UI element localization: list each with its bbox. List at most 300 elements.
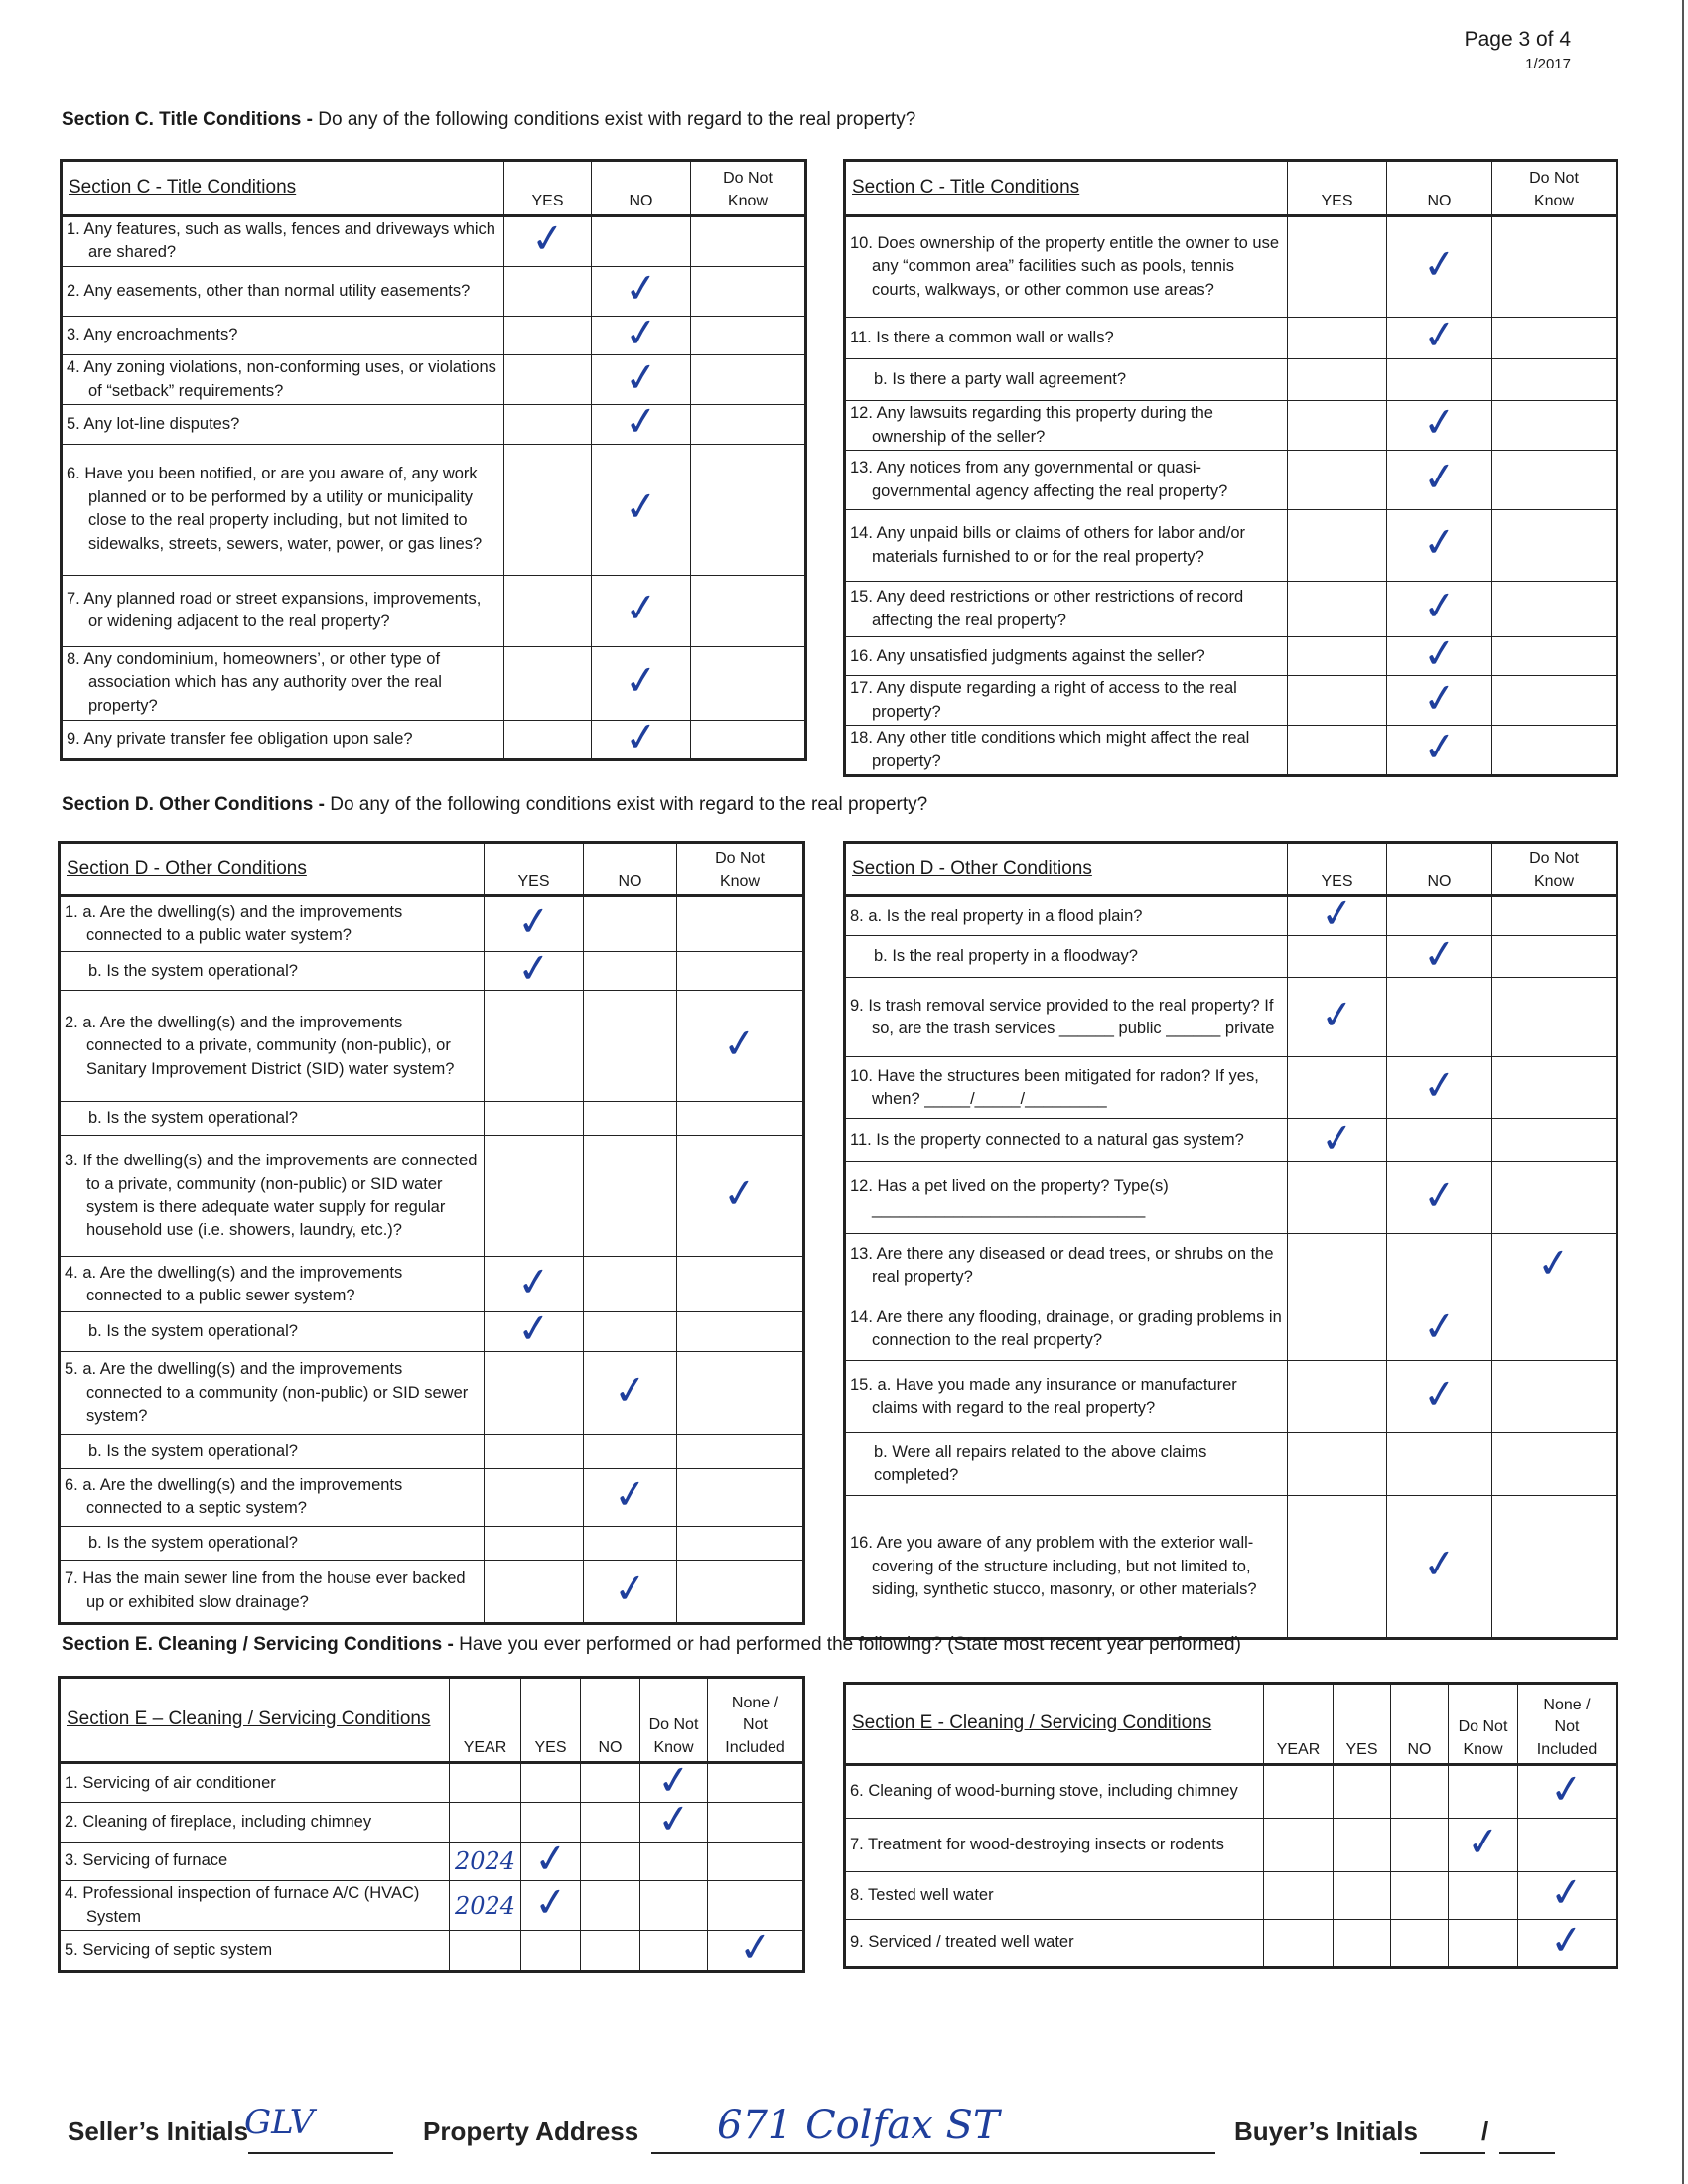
answer-cell-no[interactable]	[592, 352, 691, 405]
question-cell	[60, 1931, 450, 1971]
answer-cell-none[interactable]	[708, 1842, 804, 1880]
answer-cell-none[interactable]	[708, 1881, 804, 1931]
answer-cell-yes[interactable]	[1288, 1162, 1387, 1234]
section-e-heading-bold: Section E. Cleaning / Servicing Conditions -	[62, 1634, 454, 1655]
answer-cell-year[interactable]	[450, 1803, 521, 1842]
check-mark-icon: ✓	[1464, 1818, 1502, 1867]
answer-cell-dnk[interactable]	[677, 1257, 804, 1312]
table-row	[60, 1434, 804, 1468]
answer-cell-no[interactable]	[581, 1803, 640, 1842]
answer-cell-yes[interactable]	[1288, 637, 1387, 676]
answer-cell-none[interactable]	[1518, 1868, 1618, 1920]
question-cell	[845, 1297, 1288, 1361]
table-row	[845, 726, 1618, 776]
answer-cell-dnk[interactable]	[1492, 1496, 1618, 1639]
answer-cell-no[interactable]	[592, 713, 691, 762]
answer-cell-yes[interactable]	[1334, 1920, 1391, 1968]
answer-cell-no[interactable]	[584, 1351, 677, 1434]
answer-cell-dnk[interactable]	[677, 1136, 804, 1257]
answer-cell-dnk[interactable]	[1492, 216, 1618, 318]
check-mark-icon: ✓	[1547, 1765, 1587, 1815]
question-cell	[60, 952, 485, 991]
question-text: 4. Professional inspection of furnace A/C (HVAC) System	[65, 1884, 420, 1926]
question-cell	[60, 1881, 450, 1931]
section-d-left-table	[58, 841, 805, 1625]
question-cell	[845, 1119, 1288, 1162]
question-text: 6. a. Are the dwelling(s) and the improvements connected to a septic system?	[65, 1475, 403, 1518]
answer-cell-year[interactable]	[1264, 1765, 1334, 1819]
section-e-right-table	[843, 1682, 1618, 1969]
section-d-heading	[62, 794, 927, 816]
answer-cell-yes[interactable]	[1288, 1057, 1387, 1119]
question-cell	[60, 1434, 485, 1468]
answer-cell-no[interactable]	[581, 1842, 640, 1880]
answer-cell-yes[interactable]	[485, 1434, 584, 1468]
table-row	[62, 405, 806, 444]
answer-cell-no[interactable]	[1387, 1297, 1492, 1361]
check-mark-icon: ✓	[531, 1878, 570, 1929]
table-row	[845, 582, 1618, 637]
answer-cell-year[interactable]	[450, 1881, 521, 1931]
answer-cell-no[interactable]	[1387, 1162, 1492, 1234]
answer-cell-dnk[interactable]	[1492, 1234, 1618, 1297]
answer-cell-yes[interactable]	[1288, 359, 1387, 401]
answer-cell-no[interactable]	[1391, 1872, 1449, 1920]
table-row	[845, 1496, 1618, 1639]
answer-cell-yes[interactable]	[521, 1878, 581, 1931]
question-cell	[60, 896, 485, 952]
answer-cell-yes[interactable]	[1288, 582, 1387, 637]
answer-cell-no[interactable]	[592, 266, 691, 316]
answer-cell-no[interactable]	[584, 1434, 677, 1468]
answer-cell-yes[interactable]	[485, 1351, 584, 1434]
question-cell	[62, 266, 504, 316]
check-mark-icon: ✓	[1420, 518, 1459, 568]
question-text: 1. Servicing of air conditioner	[65, 1773, 276, 1792]
check-mark-icon: ✓	[622, 656, 660, 706]
form-date: 1/2017	[1525, 56, 1571, 72]
check-mark-icon: ✓	[514, 944, 553, 994]
answer-cell-dnk[interactable]	[677, 991, 804, 1102]
answer-cell-yes[interactable]	[1288, 676, 1387, 726]
question-text: b. Were all repairs related to the above claims completed?	[874, 1442, 1207, 1484]
answer-cell-dnk[interactable]	[1492, 978, 1618, 1057]
answer-cell-yes[interactable]	[504, 575, 592, 646]
check-mark-icon: ✓	[1420, 629, 1459, 679]
question-cell	[845, 216, 1288, 318]
answer-cell-dnk[interactable]	[1492, 582, 1618, 637]
check-mark-icon: ✓	[1420, 1540, 1459, 1589]
check-mark-icon: ✓	[1420, 311, 1459, 360]
answer-cell-yes[interactable]	[504, 216, 592, 267]
answer-cell-dnk[interactable]	[1449, 1872, 1518, 1920]
question-text: 3. Any encroachments?	[67, 326, 238, 344]
answer-cell-no[interactable]	[1387, 1119, 1492, 1162]
answer-cell-dnk[interactable]	[691, 355, 806, 405]
section-c-heading-rest: Do any of the following conditions exist with regard to the real property?	[312, 109, 916, 130]
answer-cell-yes[interactable]	[1288, 1433, 1387, 1496]
answer-cell-no[interactable]	[1391, 1920, 1449, 1968]
table-row	[845, 1297, 1618, 1361]
answer-cell-dnk[interactable]	[677, 1312, 804, 1351]
answer-cell-no[interactable]	[1387, 582, 1492, 637]
col-do-not-know: Do Not Know	[691, 161, 806, 216]
answer-cell-no[interactable]	[1387, 1057, 1492, 1119]
answer-cell-none[interactable]	[708, 1803, 804, 1842]
answer-cell-yes[interactable]	[1288, 216, 1387, 318]
table-row	[62, 355, 806, 405]
answer-cell-dnk[interactable]	[677, 1560, 804, 1623]
answer-cell-no[interactable]	[1387, 359, 1492, 401]
answer-cell-year[interactable]	[1264, 1872, 1334, 1920]
question-text: 7. Has the main sewer line from the house ever backed up or exhibited slow drainage?	[65, 1570, 466, 1611]
answer-cell-no[interactable]	[592, 444, 691, 575]
answer-cell-no[interactable]	[1387, 216, 1492, 318]
col-none-not-included: None / Not Included	[1518, 1684, 1618, 1765]
answer-cell-yes[interactable]	[1288, 936, 1387, 978]
answer-cell-yes[interactable]	[504, 646, 592, 720]
answer-cell-dnk[interactable]	[677, 1102, 804, 1136]
answer-cell-no[interactable]	[1387, 1234, 1492, 1297]
answer-cell-no[interactable]	[1387, 723, 1492, 776]
answer-cell-no[interactable]	[1387, 398, 1492, 451]
answer-cell-no[interactable]	[1387, 896, 1492, 936]
answer-cell-dnk[interactable]	[1492, 637, 1618, 676]
answer-cell-dnk[interactable]	[1492, 936, 1618, 978]
answer-cell-yes[interactable]	[504, 266, 592, 316]
answer-cell-dnk[interactable]	[691, 266, 806, 316]
check-mark-icon: ✓	[622, 352, 660, 403]
section-c-left-table	[60, 159, 807, 761]
answer-cell-dnk[interactable]	[1449, 1920, 1518, 1968]
answer-cell-yes[interactable]	[1334, 1872, 1391, 1920]
answer-cell-yes[interactable]	[485, 1304, 584, 1355]
answer-cell-no[interactable]	[1387, 311, 1492, 360]
answer-cell-yes[interactable]	[1288, 889, 1387, 939]
section-e-table-title-right: Section E - Cleaning / Servicing Conditions	[845, 1684, 1264, 1765]
question-cell	[62, 646, 504, 720]
answer-cell-dnk[interactable]	[1492, 1162, 1618, 1234]
answer-cell-dnk[interactable]	[677, 1434, 804, 1468]
answer-cell-dnk[interactable]	[1449, 1765, 1518, 1819]
answer-cell-yes[interactable]	[1288, 401, 1387, 451]
check-mark-icon: ✓	[622, 713, 660, 762]
answer-cell-no[interactable]	[584, 952, 677, 991]
question-text: 4. a. Are the dwelling(s) and the improvements connected to a public sewer system?	[65, 1263, 403, 1304]
answer-cell-yes[interactable]	[1288, 510, 1387, 582]
question-cell	[845, 676, 1288, 726]
table-row	[845, 1765, 1618, 1819]
col-no: NO	[584, 843, 677, 896]
table-row	[62, 216, 806, 267]
answer-cell-dnk[interactable]	[1492, 726, 1618, 776]
table-row	[60, 1468, 804, 1526]
question-text: 13. Are there any diseased or dead trees, or shrubs on the real property?	[850, 1244, 1274, 1286]
section-d-heading-rest: Do any of the following conditions exist with regard to the real property?	[324, 794, 928, 815]
answer-cell-dnk[interactable]	[1449, 1819, 1518, 1872]
table-row	[845, 1920, 1618, 1968]
table-row	[60, 1312, 804, 1351]
answer-cell-yes[interactable]	[1288, 451, 1387, 510]
answer-cell-dnk[interactable]	[691, 405, 806, 444]
answer-cell-no[interactable]	[592, 216, 691, 267]
question-text: 7. Treatment for wood-destroying insects or rodents	[850, 1835, 1224, 1853]
answer-cell-dnk[interactable]	[1492, 1297, 1618, 1361]
seller-initials-value[interactable]: GLV	[244, 2103, 315, 2142]
answer-cell-no[interactable]	[1387, 1496, 1492, 1639]
buyer-initials-line-2	[1499, 2152, 1555, 2154]
answer-cell-dnk[interactable]	[1492, 401, 1618, 451]
answer-cell-no[interactable]	[584, 1560, 677, 1623]
answer-cell-no[interactable]	[584, 1526, 677, 1560]
table-row	[60, 1257, 804, 1312]
answer-cell-dnk[interactable]	[1492, 1361, 1618, 1433]
answer-cell-dnk[interactable]	[1492, 359, 1618, 401]
table-row	[60, 1842, 804, 1880]
table-row	[60, 1526, 804, 1560]
answer-cell-no[interactable]	[1387, 930, 1492, 980]
answer-cell-yes[interactable]	[1288, 978, 1387, 1057]
col-year: YEAR	[450, 1678, 521, 1763]
answer-cell-year[interactable]	[1264, 1920, 1334, 1968]
answer-cell-dnk[interactable]	[691, 216, 806, 267]
col-do-not-know: Do Not Know	[1492, 161, 1618, 216]
answer-cell-dnk[interactable]	[691, 444, 806, 575]
check-mark-icon: ✓	[622, 264, 660, 314]
answer-cell-no[interactable]	[592, 397, 691, 447]
answer-cell-dnk[interactable]	[691, 316, 806, 354]
section-c-heading	[62, 109, 915, 131]
answer-cell-yes[interactable]	[1288, 1297, 1387, 1361]
answer-cell-yes[interactable]	[521, 1931, 581, 1971]
table-row	[845, 676, 1618, 726]
check-mark-icon: ✓	[720, 1169, 760, 1219]
answer-cell-dnk[interactable]	[677, 952, 804, 991]
answer-cell-no[interactable]	[584, 991, 677, 1102]
question-cell	[60, 1560, 485, 1623]
question-cell	[62, 355, 504, 405]
answer-cell-dnk[interactable]	[1492, 318, 1618, 359]
question-text: b. Is the system operational?	[88, 1441, 298, 1460]
form-footer	[0, 2103, 1688, 2162]
question-text: 6. Cleaning of wood-burning stove, including chimney	[850, 1782, 1238, 1801]
answer-cell-no[interactable]	[592, 575, 691, 646]
answer-cell-dnk[interactable]	[1492, 1057, 1618, 1119]
answer-cell-no[interactable]	[1387, 978, 1492, 1057]
section-e-left-table	[58, 1676, 805, 1973]
answer-cell-yes[interactable]	[1288, 1361, 1387, 1433]
year-value: 2024	[454, 1891, 516, 1920]
answer-cell-yes[interactable]	[485, 1526, 584, 1560]
answer-cell-dnk[interactable]	[1492, 1119, 1618, 1162]
table-row	[845, 978, 1618, 1057]
answer-cell-yes[interactable]	[504, 355, 592, 405]
section-c-right-table	[843, 159, 1618, 777]
answer-cell-dnk[interactable]	[677, 1526, 804, 1560]
question-cell	[845, 1872, 1264, 1920]
question-text: 9. Any private transfer fee obligation upon sale?	[67, 730, 413, 749]
answer-cell-no[interactable]	[584, 1468, 677, 1526]
check-mark-icon: ✓	[1420, 930, 1459, 980]
answer-cell-yes[interactable]	[1288, 1114, 1387, 1163]
question-text: 18. Any other title conditions which might affect the real property?	[850, 729, 1250, 770]
answer-cell-no[interactable]	[1391, 1819, 1449, 1872]
answer-cell-yes[interactable]	[485, 1468, 584, 1526]
answer-cell-dnk[interactable]	[640, 1881, 708, 1931]
answer-cell-none[interactable]	[1518, 1819, 1618, 1872]
question-text: 14. Any unpaid bills or claims of others for labor and/or materials furnished to or for the real property?	[850, 524, 1246, 566]
answer-cell-dnk[interactable]	[1492, 676, 1618, 726]
answer-cell-dnk[interactable]	[677, 1351, 804, 1434]
buyer-initials-separator: /	[1481, 2116, 1489, 2146]
answer-cell-no[interactable]	[584, 1257, 677, 1312]
answer-cell-dnk[interactable]	[640, 1795, 708, 1845]
question-cell	[845, 1920, 1264, 1968]
table-row	[60, 1881, 804, 1931]
answer-cell-dnk[interactable]	[1492, 510, 1618, 582]
property-address-label: Property Address	[423, 2116, 639, 2146]
check-mark-icon: ✓	[514, 897, 553, 947]
table-row	[845, 401, 1618, 451]
question-text: b. Is there a party wall agreement?	[874, 369, 1127, 388]
answer-cell-yes[interactable]	[1288, 726, 1387, 776]
answer-cell-no[interactable]	[592, 309, 691, 358]
answer-cell-no[interactable]	[1387, 629, 1492, 679]
answer-cell-no[interactable]	[592, 646, 691, 720]
answer-cell-yes[interactable]	[521, 1763, 581, 1803]
col-year: YEAR	[1264, 1684, 1334, 1765]
table-row	[60, 1136, 804, 1257]
check-mark-icon: ✓	[1318, 991, 1356, 1040]
question-cell	[60, 1468, 485, 1526]
answer-cell-none[interactable]	[1518, 1916, 1618, 1968]
check-mark-icon: ✓	[622, 397, 660, 447]
answer-cell-dnk[interactable]	[1492, 451, 1618, 510]
answer-cell-yes[interactable]	[521, 1835, 581, 1884]
answer-cell-no[interactable]	[584, 1312, 677, 1351]
answer-cell-yes[interactable]	[1334, 1819, 1391, 1872]
question-text: 3. Servicing of furnace	[65, 1851, 228, 1870]
check-mark-icon: ✓	[1420, 453, 1459, 502]
question-text: 13. Any notices from any governmental or quasi-governmental agency affecting the real property?	[850, 459, 1228, 500]
answer-cell-yes[interactable]	[1334, 1765, 1391, 1819]
answer-cell-yes[interactable]	[504, 444, 592, 575]
question-text: 16. Are you aware of any problem with the exterior wall-covering of the structure including, but not limited to, siding, synthetic stucco, masonry, or other materials?	[850, 1534, 1257, 1599]
question-text: 9. Is trash removal service provided to the real property? If so, are the trash services ______ public ______ private	[850, 996, 1275, 1037]
answer-cell-yes[interactable]	[504, 405, 592, 444]
col-no: NO	[581, 1678, 640, 1763]
answer-cell-year[interactable]	[450, 1763, 521, 1803]
answer-cell-yes[interactable]	[485, 944, 584, 994]
property-address-value[interactable]: 671 Colfax ST	[717, 2103, 1000, 2148]
check-mark-icon: ✓	[1318, 889, 1356, 939]
answer-cell-yes[interactable]	[485, 1560, 584, 1623]
question-cell	[845, 1361, 1288, 1433]
answer-cell-none[interactable]	[1518, 1765, 1618, 1819]
answer-cell-yes[interactable]	[1288, 318, 1387, 359]
question-text: 2. Cleaning of fireplace, including chimney	[65, 1812, 372, 1831]
answer-cell-dnk[interactable]	[640, 1842, 708, 1880]
section-e-table-title: Section E – Cleaning / Servicing Conditions	[60, 1678, 450, 1763]
page-number: Page 3 of 4	[1464, 28, 1571, 51]
answer-cell-no[interactable]	[584, 1102, 677, 1136]
section-d-table-title-right: Section D - Other Conditions	[845, 843, 1288, 896]
question-text: b. Is the system operational?	[88, 1533, 298, 1552]
answer-cell-no[interactable]	[581, 1931, 640, 1971]
table-row	[60, 1803, 804, 1842]
page-edge	[1682, 0, 1684, 2184]
section-e-heading	[62, 1634, 1241, 1656]
answer-cell-no[interactable]	[581, 1763, 640, 1803]
answer-cell-dnk[interactable]	[640, 1931, 708, 1971]
answer-cell-year[interactable]	[450, 1931, 521, 1971]
question-cell	[62, 444, 504, 575]
check-mark-icon: ✓	[622, 482, 660, 532]
answer-cell-yes[interactable]	[485, 1136, 584, 1257]
question-cell	[845, 1433, 1288, 1496]
check-mark-icon: ✓	[1420, 1061, 1459, 1111]
answer-cell-no[interactable]	[1387, 1433, 1492, 1496]
table-row	[60, 991, 804, 1102]
answer-cell-year[interactable]	[450, 1842, 521, 1880]
check-mark-icon: ✓	[611, 1564, 649, 1614]
answer-cell-yes[interactable]	[1288, 1234, 1387, 1297]
answer-cell-dnk[interactable]	[691, 646, 806, 720]
answer-cell-no[interactable]	[1387, 1361, 1492, 1433]
answer-cell-dnk[interactable]	[1492, 896, 1618, 936]
answer-cell-yes[interactable]	[504, 316, 592, 354]
answer-cell-yes[interactable]	[485, 1102, 584, 1136]
answer-cell-none[interactable]	[708, 1923, 804, 1973]
answer-cell-yes[interactable]	[485, 991, 584, 1102]
answer-cell-none[interactable]	[708, 1763, 804, 1803]
answer-cell-year[interactable]	[1264, 1819, 1334, 1872]
answer-cell-no[interactable]	[1387, 673, 1492, 726]
seller-initials-line	[248, 2152, 393, 2154]
answer-cell-no[interactable]	[1391, 1765, 1449, 1819]
question-cell	[845, 1496, 1288, 1639]
question-text: b. Is the system operational?	[88, 1321, 298, 1340]
answer-cell-dnk[interactable]	[677, 1468, 804, 1526]
table-row	[845, 1119, 1618, 1162]
question-cell	[845, 359, 1288, 401]
col-none-not-included: None / Not Included	[708, 1678, 804, 1763]
answer-cell-no[interactable]	[584, 896, 677, 952]
col-do-not-know: Do Not Know	[677, 843, 804, 896]
question-cell	[845, 637, 1288, 676]
question-text: 12. Has a pet lived on the property? Type(s) ______________________________	[850, 1176, 1169, 1218]
answer-cell-yes[interactable]	[1288, 1496, 1387, 1639]
col-yes: YES	[1334, 1684, 1391, 1765]
table-row	[845, 637, 1618, 676]
answer-cell-dnk[interactable]	[691, 720, 806, 759]
answer-cell-no[interactable]	[1387, 510, 1492, 582]
answer-cell-dnk[interactable]	[691, 575, 806, 646]
answer-cell-no[interactable]	[581, 1881, 640, 1931]
question-cell	[60, 1136, 485, 1257]
question-cell	[60, 1526, 485, 1560]
year-value: 2024	[454, 1847, 516, 1876]
answer-cell-no[interactable]	[1387, 451, 1492, 510]
section-d-table-title: Section D - Other Conditions	[60, 843, 485, 896]
answer-cell-no[interactable]	[584, 1136, 677, 1257]
answer-cell-yes[interactable]	[504, 720, 592, 759]
answer-cell-dnk[interactable]	[1492, 1433, 1618, 1496]
answer-cell-yes[interactable]	[485, 896, 584, 952]
question-cell	[845, 510, 1288, 582]
answer-cell-dnk[interactable]	[677, 896, 804, 952]
answer-cell-yes[interactable]	[485, 1257, 584, 1312]
